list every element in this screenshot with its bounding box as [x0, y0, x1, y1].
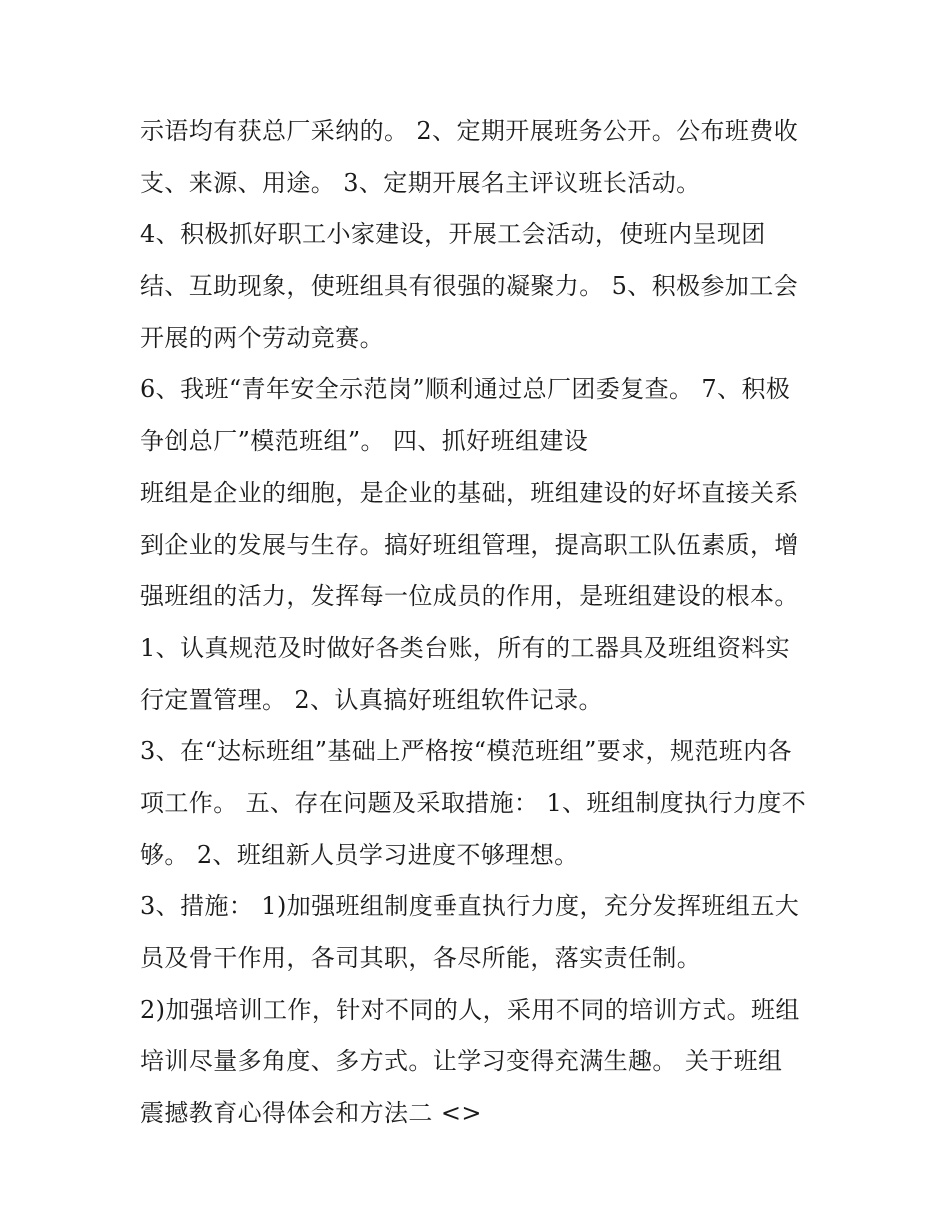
text-line: 班组是企业的细胞，是企业的基础，班组建设的好坏直接关系 — [140, 478, 799, 507]
text-line: 结、互助现象，使班组具有很强的凝聚力。 5、积极参加工会 — [140, 272, 799, 301]
text-line: 支、来源、用途。 3、定期开展名主评议班长活动。 — [140, 168, 701, 197]
text-line: 争创总厂”模范班组”。 四、抓好班组建设 — [140, 427, 589, 456]
text-line: 3、措施： 1)加强班组制度垂直执行力度，充分发挥班组五大 — [140, 892, 800, 921]
text-line: 到企业的发展与生存。搞好班组管理，提高职工队伍素质，增 — [140, 530, 799, 559]
text-line: 强班组的活力，发挥每一位成员的作用，是班组建设的根本。 — [140, 582, 799, 611]
text-line: 3、在“达标班组”基础上严格按“模范班组”要求，规范班内各 — [140, 737, 792, 766]
document-body — [140, 106, 830, 1140]
text-line: 行定置管理。 2、认真搞好班组软件记录。 — [140, 685, 603, 714]
text-line: 够。 2、班组新人员学习进度不够理想。 — [140, 840, 579, 869]
text-line: 开展的两个劳动竞赛。 — [140, 323, 384, 352]
text-line: 1、认真规范及时做好各类台账，所有的工器具及班组资料实 — [140, 633, 791, 662]
text-line: 6、我班“青年安全示范岗”顺利通过总厂团委复查。 7、积极 — [140, 375, 791, 404]
text-line: 示语均有获总厂采纳的。 2、定期开展班务公开。公布班费收 — [140, 117, 799, 145]
text-line: 4、积极抓好职工小家建设，开展工会活动，使班内呈现团 — [140, 220, 766, 249]
text-line: 员及骨干作用，各司其职，各尽所能，落实责任制。 — [140, 944, 702, 972]
text-line: 项工作。 五、存在问题及采取措施： 1、班组制度执行力度不 — [140, 788, 807, 817]
text-line: 震撼教育心得体会和方法二 <> — [140, 1099, 482, 1128]
text-line: 培训尽量多角度、多方式。让学习变得充满生趣。 关于班组 — [140, 1047, 783, 1076]
text-line: 2)加强培训工作，针对不同的人，采用不同的培训方式。班组 — [140, 995, 800, 1024]
